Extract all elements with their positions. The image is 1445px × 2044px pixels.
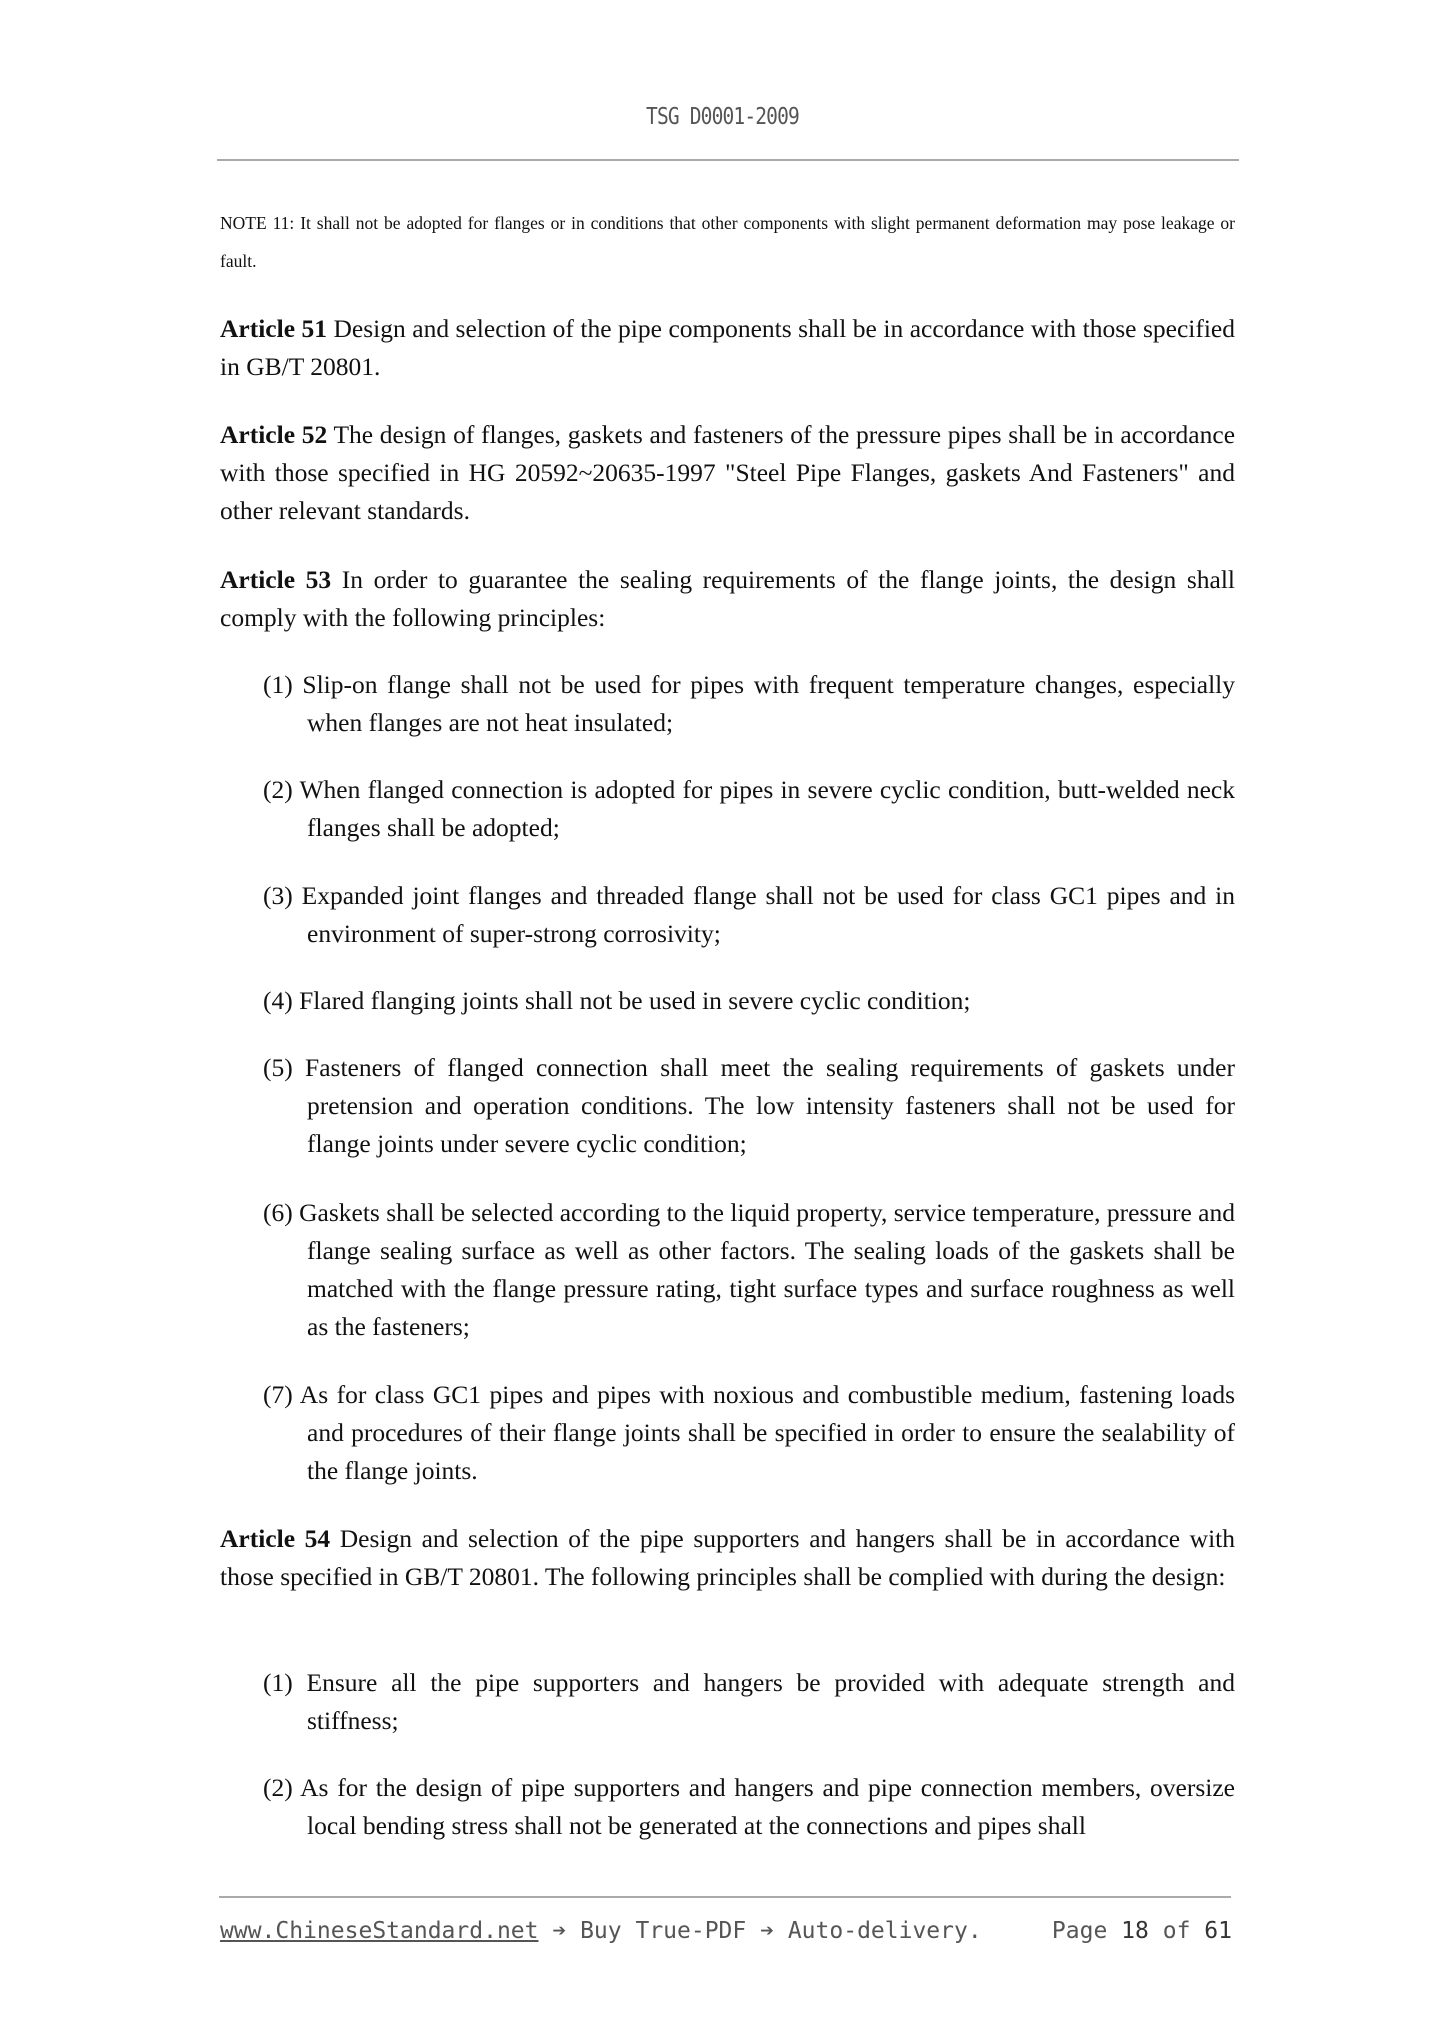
list-item: (5) Fasteners of flanged connection shall meet the sealing requirements of gaskets under pretension and operation conditions. The low intensity fasteners shall not be used for flange joints under severe cyclic condition; xyxy=(263,1053,1235,1158)
list-item: (2) As for the design of pipe supporters and hangers and pipe connection members, oversize local bending stress shall not be generated at the connections and pipes shall xyxy=(263,1773,1235,1840)
website-link[interactable]: www.ChineseStandard.net xyxy=(220,1918,539,1944)
arrow-right-icon: ➔ xyxy=(552,1918,567,1944)
article-label: Article 51 xyxy=(220,314,328,343)
list-item: (4) Flared flanging joints shall not be used in severe cyclic condition; xyxy=(263,986,971,1015)
running-header: TSG D0001-2009 xyxy=(646,104,799,130)
arrow-right-icon: ➔ xyxy=(760,1918,774,1944)
footer xyxy=(220,1918,1232,1944)
article-text: The design of flanges, gaskets and fasteners of the pressure pipes shall be in accordance with those specified in HG 20592~20635-1997 "Steel Pipe Flanges, gaskets And Fasteners" and other relevant standards. xyxy=(220,420,1236,525)
article-label: Article 54 xyxy=(220,1524,331,1553)
buy-pdf-text: Buy True-PDF xyxy=(580,1918,747,1944)
article-51 xyxy=(220,310,1235,386)
footer-divider xyxy=(219,1896,1231,1898)
article-52 xyxy=(220,416,1235,530)
article-54 xyxy=(220,1520,1235,1596)
article-text: In order to guarantee the sealing requirements of the flange joints, the design shall comply with the following principles: xyxy=(220,565,1236,632)
article-label: Article 53 xyxy=(220,565,332,594)
list-item: (3) Expanded joint flanges and threaded flange shall not be used for class GC1 pipes and in environment of super-strong corrosivity; xyxy=(263,881,1235,948)
article-label: Article 52 xyxy=(220,420,328,449)
of-label: of xyxy=(1162,1918,1191,1944)
list-item: (1) Ensure all the pipe supporters and hangers be provided with adequate strength and stiffness; xyxy=(263,1668,1235,1735)
auto-delivery-text: Auto-delivery. xyxy=(787,1918,982,1944)
current-page: 18 xyxy=(1121,1918,1149,1944)
page-number xyxy=(1052,1918,1232,1944)
list-item: (6) Gaskets shall be selected according to the liquid property, service temperature, pressure and flange sealing surface as well as other factors. The sealing loads of the gaskets shall be matched with the flange pressure rating, tight surface types and surface roughness as well as the fasteners; xyxy=(263,1198,1235,1341)
article-text: Design and selection of the pipe components shall be in accordance with those specified in GB/T 20801. xyxy=(220,314,1236,381)
note-11: NOTE 11: It shall not be adopted for flanges or in conditions that other components with slight permanent deformation may pose leakage or fault. xyxy=(220,213,1235,271)
page-label: Page xyxy=(1051,1918,1108,1944)
list-item: (2) When flanged connection is adopted for pipes in severe cyclic condition, butt-welded neck flanges shall be adopted; xyxy=(263,775,1235,842)
list-item: (7) As for class GC1 pipes and pipes with noxious and combustible medium, fastening loads and procedures of their flange joints shall be specified in order to ensure the sealability of the flange joints. xyxy=(263,1380,1235,1485)
total-pages: 61 xyxy=(1204,1918,1232,1944)
header-divider xyxy=(217,159,1239,161)
article-text: Design and selection of the pipe supporters and hangers shall be in accordance with those specified in GB/T 20801. The following principles shall be complied with during the design: xyxy=(220,1524,1235,1591)
list-item: (1) Slip-on flange shall not be used for pipes with frequent temperature changes, especially when flanges are not heat insulated; xyxy=(263,670,1235,737)
article-53 xyxy=(220,561,1235,637)
